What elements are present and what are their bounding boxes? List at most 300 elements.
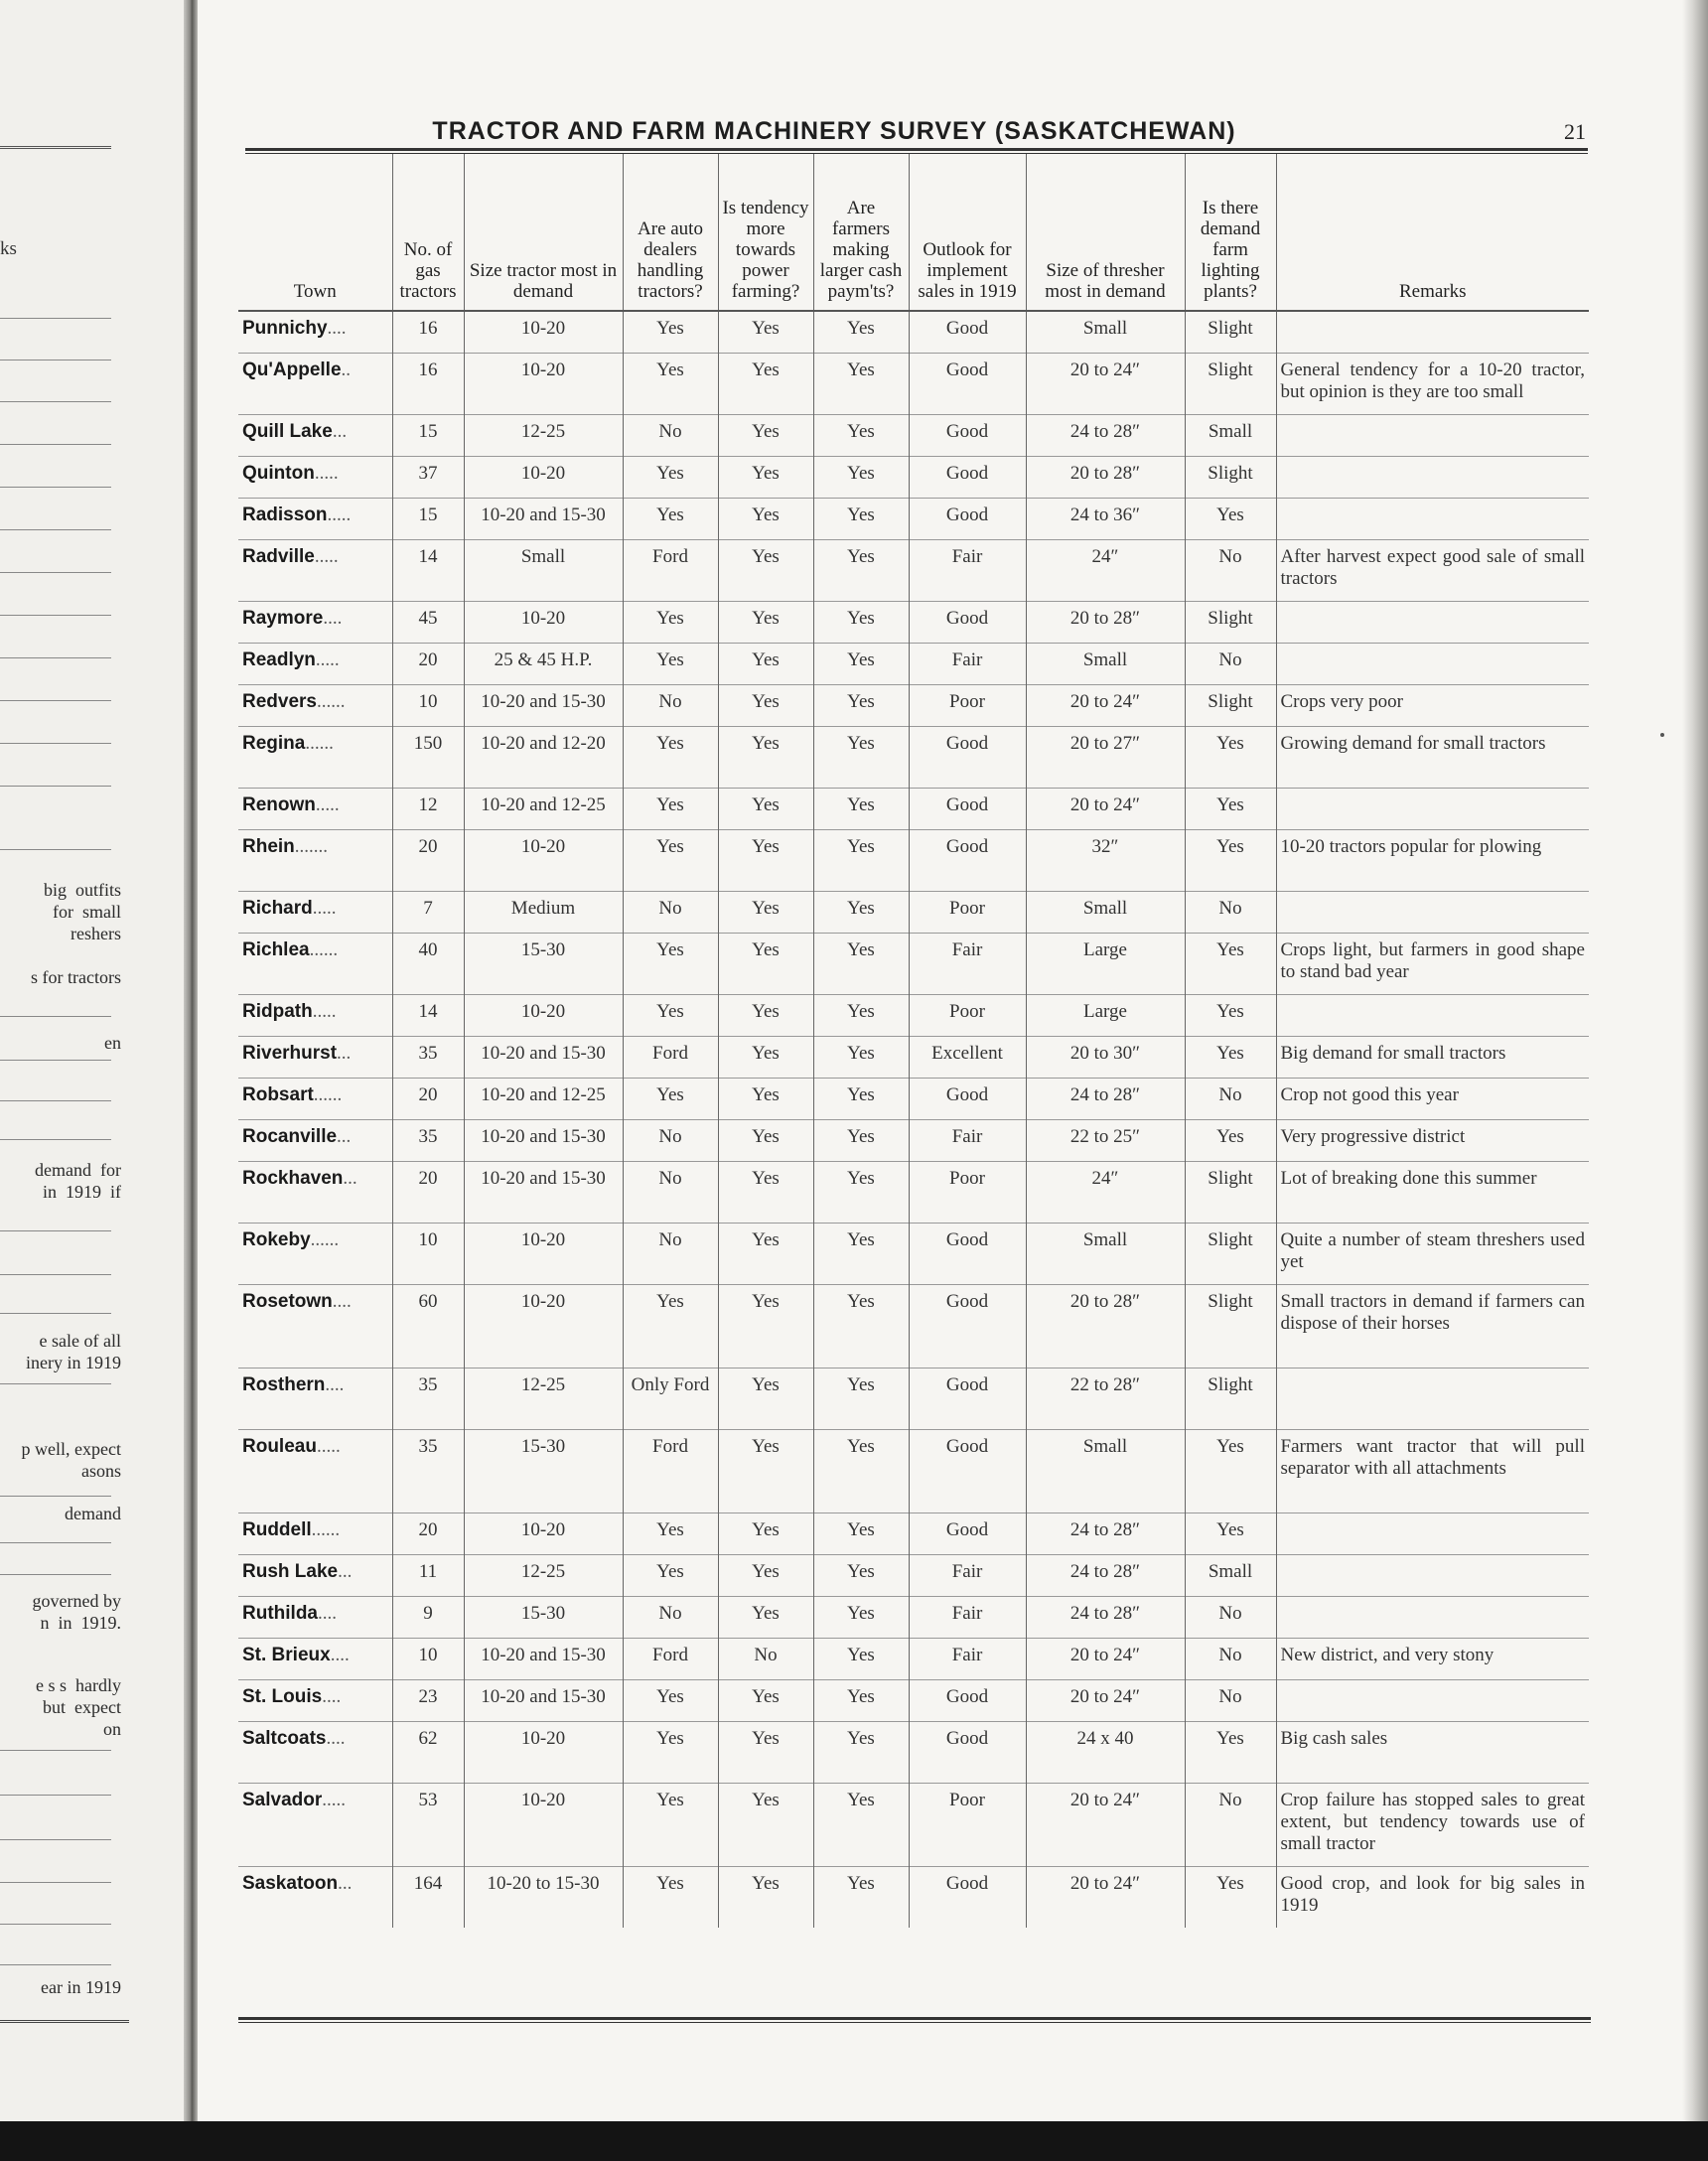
tractors-cell: 16: [392, 311, 464, 353]
tractors-cell: 60: [392, 1284, 464, 1368]
tractors-cell: 35: [392, 1119, 464, 1161]
col-header-auto-dealers: Are auto dealers handling tractors?: [623, 154, 718, 311]
cash-payments-cell: Yes: [813, 1721, 909, 1783]
lighting-cell: Small: [1185, 414, 1276, 456]
lighting-cell: No: [1185, 643, 1276, 684]
tractors-cell: 150: [392, 726, 464, 788]
thresher-cell: 20 to 28″: [1026, 601, 1185, 643]
town-name: Readlyn: [242, 648, 316, 670]
auto-dealers-cell: Ford: [623, 1429, 718, 1513]
lighting-cell: Slight: [1185, 311, 1276, 353]
remarks-cell: Small tractors in demand if farmers can dispose of their horses: [1276, 1284, 1589, 1368]
left-page-row-rule: [0, 1750, 111, 1751]
size-cell: 12-25: [464, 414, 623, 456]
lighting-cell: Yes: [1185, 1721, 1276, 1783]
size-cell: 10-20: [464, 1513, 623, 1554]
outlook-cell: Good: [909, 1078, 1026, 1119]
remarks-cell: General tendency for a 10-20 tractor, but opinion is they are too small: [1276, 353, 1589, 414]
leader-dots: .....: [314, 545, 339, 567]
col-header-outlook: Outlook for implement sales in 1919: [909, 154, 1026, 311]
table-row: [238, 726, 1589, 788]
tractors-cell: 20: [392, 829, 464, 891]
remarks-cell: [1276, 456, 1589, 498]
auto-dealers-cell: No: [623, 684, 718, 726]
lighting-cell: No: [1185, 1078, 1276, 1119]
left-page-row-rule: [0, 657, 111, 658]
town-name: Saltcoats: [242, 1727, 327, 1749]
col-header-remarks: Remarks: [1276, 154, 1589, 311]
remarks-cell: Farmers want tractor that will pull separator with all attachments: [1276, 1429, 1589, 1513]
table-row: [238, 1429, 1589, 1513]
lighting-cell: Slight: [1185, 601, 1276, 643]
cash-payments-cell: Yes: [813, 1368, 909, 1429]
ink-speck: [1660, 733, 1664, 737]
table-row: [238, 1161, 1589, 1223]
cash-payments-cell: Yes: [813, 414, 909, 456]
leader-dots: .......: [294, 835, 329, 857]
thresher-cell: 24 to 36″: [1026, 498, 1185, 539]
auto-dealers-cell: Yes: [623, 498, 718, 539]
remarks-cell: [1276, 643, 1589, 684]
tractors-cell: 23: [392, 1679, 464, 1721]
power-farming-cell: Yes: [718, 498, 813, 539]
tractors-cell: 35: [392, 1429, 464, 1513]
town-cell: [238, 643, 392, 684]
size-cell: 10-20 and 15-30: [464, 1161, 623, 1223]
col-header-thresher: Size of thresher most in demand: [1026, 154, 1185, 311]
outlook-cell: Good: [909, 601, 1026, 643]
leader-dots: .....: [316, 1435, 341, 1457]
page-number: 21: [1564, 119, 1586, 144]
tractors-cell: 53: [392, 1783, 464, 1866]
thresher-cell: Small: [1026, 1429, 1185, 1513]
left-page-row-rule: [0, 1542, 111, 1543]
cash-payments-cell: Yes: [813, 539, 909, 601]
left-page-row-rule: [0, 786, 111, 787]
table-row: [238, 1119, 1589, 1161]
town-cell: [238, 353, 392, 414]
size-cell: 10-20 and 15-30: [464, 684, 623, 726]
auto-dealers-cell: Ford: [623, 539, 718, 601]
town-cell: [238, 994, 392, 1036]
town-cell: [238, 1554, 392, 1596]
town-cell: [238, 1368, 392, 1429]
tractors-cell: 35: [392, 1036, 464, 1078]
remarks-cell: Good crop, and look for big sales in 1919: [1276, 1866, 1589, 1928]
town-cell: [238, 1119, 392, 1161]
leader-dots: .....: [315, 793, 340, 815]
leader-dots: .....: [322, 1789, 347, 1810]
town-cell: [238, 498, 392, 539]
town-name: Ruddell: [242, 1518, 312, 1540]
thresher-cell: 20 to 24″: [1026, 1866, 1185, 1928]
outlook-cell: Good: [909, 788, 1026, 829]
tractors-cell: 62: [392, 1721, 464, 1783]
table-row: [238, 891, 1589, 933]
town-name: Punnichy: [242, 318, 328, 339]
left-page-row-rule: [0, 1924, 111, 1925]
town-name: Rush Lake: [242, 1560, 339, 1582]
remarks-cell: [1276, 1596, 1589, 1638]
remarks-cell: Big cash sales: [1276, 1721, 1589, 1783]
tractors-cell: 12: [392, 788, 464, 829]
cash-payments-cell: Yes: [813, 1284, 909, 1368]
tractors-cell: 40: [392, 933, 464, 994]
left-page-row-rule: [0, 1964, 111, 1965]
thresher-cell: 20 to 24″: [1026, 684, 1185, 726]
tractors-cell: 15: [392, 498, 464, 539]
auto-dealers-cell: No: [623, 414, 718, 456]
outlook-cell: Good: [909, 1679, 1026, 1721]
tractors-cell: 9: [392, 1596, 464, 1638]
lighting-cell: Yes: [1185, 1513, 1276, 1554]
leader-dots: ......: [313, 1083, 343, 1105]
remarks-cell: [1276, 1679, 1589, 1721]
auto-dealers-cell: Ford: [623, 1638, 718, 1679]
power-farming-cell: Yes: [718, 933, 813, 994]
power-farming-cell: Yes: [718, 643, 813, 684]
cash-payments-cell: Yes: [813, 456, 909, 498]
table-row: [238, 1721, 1589, 1783]
table-row: [238, 933, 1589, 994]
page-edge-shadow: [1682, 0, 1708, 2161]
remarks-cell: [1276, 994, 1589, 1036]
table-row: [238, 1284, 1589, 1368]
town-cell: [238, 311, 392, 353]
lighting-cell: No: [1185, 539, 1276, 601]
outlook-cell: Poor: [909, 1783, 1026, 1866]
thresher-cell: Small: [1026, 1223, 1185, 1284]
col-header-power-farming: Is tendency more towards power farming?: [718, 154, 813, 311]
lighting-cell: Yes: [1185, 933, 1276, 994]
left-page-top-rule: [0, 146, 111, 149]
lighting-cell: Slight: [1185, 684, 1276, 726]
size-cell: 10-20 and 15-30: [464, 1119, 623, 1161]
table-row: [238, 456, 1589, 498]
town-name: Radville: [242, 545, 315, 567]
left-page-text-fragment: en: [104, 1033, 121, 1053]
cash-payments-cell: Yes: [813, 1638, 909, 1679]
town-name: Rokeby: [242, 1228, 311, 1250]
town-name: Richard: [242, 897, 313, 919]
col-header-tractors: No. of gas tractors: [392, 154, 464, 311]
remarks-cell: New district, and very stony: [1276, 1638, 1589, 1679]
size-cell: 10-20 and 15-30: [464, 1036, 623, 1078]
cash-payments-cell: Yes: [813, 1119, 909, 1161]
tractors-cell: 20: [392, 1513, 464, 1554]
thresher-cell: 20 to 30″: [1026, 1036, 1185, 1078]
auto-dealers-cell: Yes: [623, 829, 718, 891]
power-farming-cell: Yes: [718, 726, 813, 788]
leader-dots: ....: [325, 1373, 345, 1395]
tractors-cell: 164: [392, 1866, 464, 1928]
thresher-cell: 32″: [1026, 829, 1185, 891]
table-row: [238, 829, 1589, 891]
table-row: [238, 1783, 1589, 1866]
left-page-text-fragment: big outfits for small reshers: [43, 880, 121, 943]
cash-payments-cell: Yes: [813, 829, 909, 891]
tractors-cell: 14: [392, 539, 464, 601]
leader-dots: ....: [323, 607, 343, 629]
lighting-cell: Slight: [1185, 1223, 1276, 1284]
table-row: [238, 353, 1589, 414]
town-name: Ruthilda: [242, 1602, 318, 1624]
remarks-cell: 10-20 tractors popular for plowing: [1276, 829, 1589, 891]
cash-payments-cell: Yes: [813, 1866, 909, 1928]
left-page-row-rule: [0, 318, 111, 319]
cash-payments-cell: Yes: [813, 994, 909, 1036]
town-name: Radisson: [242, 504, 328, 525]
table-row: [238, 1596, 1589, 1638]
thresher-cell: 24 to 28″: [1026, 414, 1185, 456]
tractors-cell: 20: [392, 643, 464, 684]
leader-dots: ...: [337, 1042, 352, 1064]
left-page-row-rule: [0, 1230, 111, 1231]
power-farming-cell: Yes: [718, 1284, 813, 1368]
thresher-cell: 24 to 28″: [1026, 1078, 1185, 1119]
outlook-cell: Good: [909, 498, 1026, 539]
auto-dealers-cell: No: [623, 1119, 718, 1161]
cash-payments-cell: Yes: [813, 1078, 909, 1119]
leader-dots: ......: [311, 1518, 341, 1540]
tractors-cell: 20: [392, 1078, 464, 1119]
remarks-cell: [1276, 891, 1589, 933]
town-cell: [238, 414, 392, 456]
power-farming-cell: Yes: [718, 1429, 813, 1513]
cash-payments-cell: Yes: [813, 311, 909, 353]
table-row: [238, 1223, 1589, 1284]
auto-dealers-cell: Yes: [623, 1513, 718, 1554]
col-header-town: Town: [293, 281, 337, 302]
col-header-cash-payments: Are farmers making larger cash paym'ts?: [813, 154, 909, 311]
outlook-cell: Fair: [909, 1638, 1026, 1679]
size-cell: 12-25: [464, 1368, 623, 1429]
thresher-cell: Small: [1026, 891, 1185, 933]
tractors-cell: 35: [392, 1368, 464, 1429]
town-name: Quill Lake: [242, 420, 333, 442]
power-farming-cell: Yes: [718, 994, 813, 1036]
auto-dealers-cell: Ford: [623, 1036, 718, 1078]
town-name: Rhein: [242, 835, 295, 857]
leader-dots: ......: [310, 1228, 340, 1250]
remarks-cell: Growing demand for small tractors: [1276, 726, 1589, 788]
thresher-cell: 20 to 28″: [1026, 1284, 1185, 1368]
outlook-cell: Good: [909, 1866, 1026, 1928]
left-page-row-rule: [0, 1313, 111, 1314]
remarks-cell: After harvest expect good sale of small tractors: [1276, 539, 1589, 601]
cash-payments-cell: Yes: [813, 788, 909, 829]
lighting-cell: Yes: [1185, 994, 1276, 1036]
size-cell: 10-20: [464, 1783, 623, 1866]
table-row: [238, 788, 1589, 829]
thresher-cell: 20 to 27″: [1026, 726, 1185, 788]
power-farming-cell: Yes: [718, 311, 813, 353]
power-farming-cell: Yes: [718, 1223, 813, 1284]
size-cell: 10-20: [464, 1223, 623, 1284]
cash-payments-cell: Yes: [813, 1223, 909, 1284]
power-farming-cell: Yes: [718, 1513, 813, 1554]
left-page-row-rule: [0, 1882, 111, 1883]
table-row: [238, 498, 1589, 539]
leader-dots: ...: [343, 1167, 357, 1189]
town-name: Quinton: [242, 462, 315, 484]
leader-dots: ...: [337, 1125, 352, 1147]
town-name: Ridpath: [242, 1000, 313, 1022]
leader-dots: ....: [326, 1727, 346, 1749]
size-cell: 10-20 and 15-30: [464, 498, 623, 539]
town-cell: [238, 933, 392, 994]
outlook-cell: Good: [909, 353, 1026, 414]
table-row: [238, 414, 1589, 456]
cash-payments-cell: Yes: [813, 891, 909, 933]
size-cell: 10-20 and 12-25: [464, 788, 623, 829]
size-cell: Small: [464, 539, 623, 601]
cash-payments-cell: Yes: [813, 726, 909, 788]
lighting-cell: Small: [1185, 1554, 1276, 1596]
town-cell: [238, 684, 392, 726]
survey-table-container: [238, 154, 1589, 1928]
leader-dots: ....: [330, 1644, 350, 1665]
town-cell: [238, 1638, 392, 1679]
auto-dealers-cell: Yes: [623, 1078, 718, 1119]
left-page-heading: ks: [0, 238, 17, 259]
left-page-row-rule: [0, 1839, 111, 1840]
table-row: [238, 994, 1589, 1036]
remarks-cell: [1276, 788, 1589, 829]
town-name: Rocanville: [242, 1125, 338, 1147]
outlook-cell: Fair: [909, 1596, 1026, 1638]
thresher-cell: 24 to 28″: [1026, 1596, 1185, 1638]
auto-dealers-cell: Yes: [623, 1679, 718, 1721]
left-page-text-fragment: e sale of all inery in 1919: [26, 1331, 121, 1372]
remarks-cell: [1276, 601, 1589, 643]
auto-dealers-cell: Yes: [623, 311, 718, 353]
leader-dots: ......: [309, 938, 339, 960]
scan-bottom-border: [0, 2121, 1708, 2161]
lighting-cell: Yes: [1185, 788, 1276, 829]
power-farming-cell: Yes: [718, 1368, 813, 1429]
thresher-cell: 24 to 28″: [1026, 1513, 1185, 1554]
leader-dots: ......: [305, 732, 334, 754]
size-cell: 10-20: [464, 601, 623, 643]
size-cell: 10-20: [464, 1284, 623, 1368]
power-farming-cell: No: [718, 1638, 813, 1679]
left-page-row-rule: [0, 1274, 111, 1275]
thresher-cell: Large: [1026, 994, 1185, 1036]
town-name: Richlea: [242, 938, 310, 960]
town-cell: [238, 726, 392, 788]
left-page-text-fragment: demand for in 1919 if: [35, 1160, 121, 1202]
town-cell: [238, 1721, 392, 1783]
leader-dots: ....: [327, 318, 347, 339]
leader-dots: .....: [315, 648, 340, 670]
town-cell: [238, 891, 392, 933]
left-page-row-rule: [0, 487, 111, 488]
power-farming-cell: Yes: [718, 891, 813, 933]
outlook-cell: Fair: [909, 1554, 1026, 1596]
power-farming-cell: Yes: [718, 539, 813, 601]
remarks-cell: Crop failure has stopped sales to great extent, but tendency towards use of small tractor: [1276, 1783, 1589, 1866]
lighting-cell: No: [1185, 1783, 1276, 1866]
leader-dots: ...: [332, 420, 348, 442]
size-cell: Medium: [464, 891, 623, 933]
left-page-row-rule: [0, 1060, 111, 1061]
size-cell: 10-20: [464, 353, 623, 414]
auto-dealers-cell: Yes: [623, 353, 718, 414]
size-cell: 10-20: [464, 829, 623, 891]
thresher-cell: 22 to 28″: [1026, 1368, 1185, 1429]
power-farming-cell: Yes: [718, 1554, 813, 1596]
outlook-cell: Good: [909, 311, 1026, 353]
outlook-cell: Good: [909, 1368, 1026, 1429]
cash-payments-cell: Yes: [813, 1554, 909, 1596]
outlook-cell: Poor: [909, 1161, 1026, 1223]
lighting-cell: Slight: [1185, 1161, 1276, 1223]
outlook-cell: Good: [909, 1284, 1026, 1368]
left-page-text-fragment: p well, expect asons: [21, 1439, 121, 1481]
table-row: [238, 643, 1589, 684]
leader-dots: ....: [318, 1602, 337, 1624]
lighting-cell: Yes: [1185, 726, 1276, 788]
power-farming-cell: Yes: [718, 456, 813, 498]
tractors-cell: 11: [392, 1554, 464, 1596]
leader-dots: ..: [341, 359, 352, 380]
auto-dealers-cell: Yes: [623, 1721, 718, 1783]
left-page-bottom-rule: [0, 2020, 129, 2023]
thresher-cell: 22 to 25″: [1026, 1119, 1185, 1161]
town-cell: [238, 1284, 392, 1368]
survey-table: [238, 154, 1589, 1928]
thresher-cell: 20 to 24″: [1026, 353, 1185, 414]
left-page-row-rule: [0, 700, 111, 701]
tractors-cell: 20: [392, 1161, 464, 1223]
left-page-text-fragment: s for tractors: [31, 967, 121, 987]
size-cell: 10-20 and 15-30: [464, 1638, 623, 1679]
power-farming-cell: Yes: [718, 1721, 813, 1783]
tractors-cell: 16: [392, 353, 464, 414]
lighting-cell: Slight: [1185, 1284, 1276, 1368]
table-row: [238, 684, 1589, 726]
lighting-cell: Yes: [1185, 1119, 1276, 1161]
town-cell: [238, 1223, 392, 1284]
tractors-cell: 10: [392, 1638, 464, 1679]
size-cell: 25 & 45 H.P.: [464, 643, 623, 684]
size-cell: 10-20: [464, 1721, 623, 1783]
power-farming-cell: Yes: [718, 1078, 813, 1119]
outlook-cell: Fair: [909, 539, 1026, 601]
power-farming-cell: Yes: [718, 829, 813, 891]
remarks-cell: [1276, 1554, 1589, 1596]
lighting-cell: Yes: [1185, 498, 1276, 539]
outlook-cell: Good: [909, 1223, 1026, 1284]
cash-payments-cell: Yes: [813, 498, 909, 539]
power-farming-cell: Yes: [718, 1866, 813, 1928]
lighting-cell: Slight: [1185, 353, 1276, 414]
lighting-cell: Yes: [1185, 829, 1276, 891]
town-cell: [238, 829, 392, 891]
outlook-cell: Excellent: [909, 1036, 1026, 1078]
cash-payments-cell: Yes: [813, 1679, 909, 1721]
town-name: Saskatoon: [242, 1872, 339, 1894]
town-cell: [238, 1036, 392, 1078]
leader-dots: ...: [338, 1872, 353, 1894]
table-row: [238, 1513, 1589, 1554]
outlook-cell: Fair: [909, 933, 1026, 994]
auto-dealers-cell: Yes: [623, 456, 718, 498]
leader-dots: ....: [322, 1685, 342, 1707]
thresher-cell: Large: [1026, 933, 1185, 994]
left-page-text-fragment: e s s hardly but expect on: [36, 1675, 121, 1739]
